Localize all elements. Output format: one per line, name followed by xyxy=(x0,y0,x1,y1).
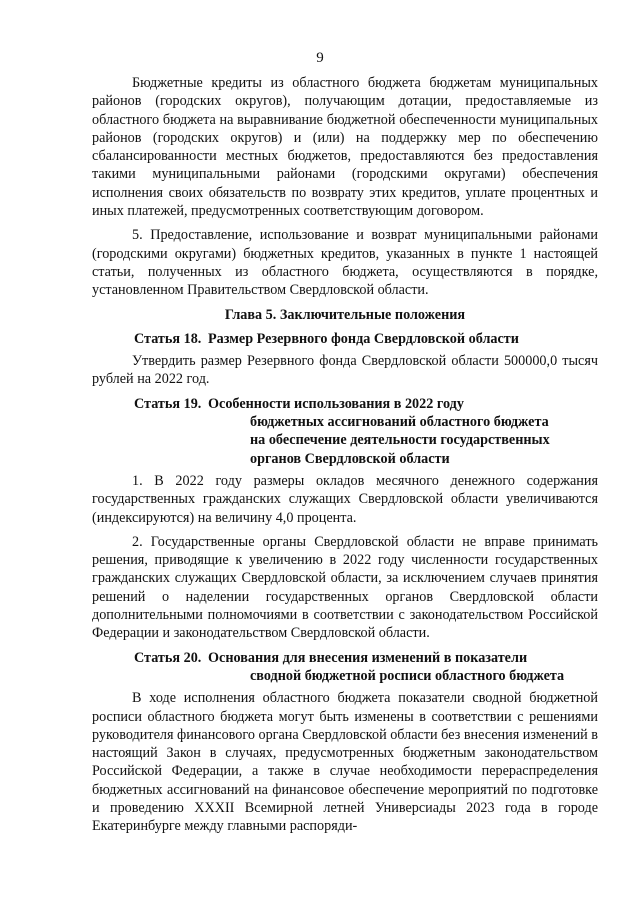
paragraph-item-2-staffing: 2. Государственные органы Свердловской области не вправе принимать решения, приводящие к увеличению в 2022 году численности государственных гражданских служащих Свердловской области, за исключением случаев принятия решений о наделении государственных органов Свердловской области дополнительными полномочиями в соответствии с законодательством Российской Федерации и законодательством Свердловской области. xyxy=(92,533,598,642)
article-20-title-line: сводной бюджетной росписи областного бюджета xyxy=(250,667,565,684)
page-number: 9 xyxy=(316,50,324,66)
chapter-heading: Глава 5. Заключительные положения xyxy=(224,306,466,323)
paragraph-item-1-salaries: 1. В 2022 году размеры окладов месячного денежного содержания государственных гражданских служащих Свердловской области увеличиваются (индексируются) на величину 4,0 процента. xyxy=(92,472,598,526)
paragraph-budget-credits: Бюджетные кредиты из областного бюджета бюджетам муниципальных районов (городских округов), получающим дотации, предоставляемые из областного бюджета на выравнивание бюджетной обеспеченности муниципальных районов (городских округов) и (или) на поддержку мер по обеспечению сбалансированности местных бюджетов, предоставляются без предоставления такими муниципальными районами (городскими округами) обеспечения исполнения своих обязательств по возврату этих кредитов, уплате процентных и иных платежей, предусмотренных соответствующим договором. xyxy=(92,75,598,220)
article-20-label: Статья 20. xyxy=(134,649,202,666)
article-19-title-line: органов Свердловской области xyxy=(250,450,450,467)
paragraph-budget-changes: В ходе исполнения областного бюджета показатели сводной бюджетной росписи областного бюджета могут быть изменены в соответствии с решениями руководителя финансового органа Свердловской области без внесения изменений в настоящий Закон в случаях, предусмотренных бюджетным законодательством Российской Федерации, а также в случае необходимости перераспределения бюджетных ассигнований на финансовое обеспечение мероприятий по подготовке и проведению XXXII Всемирной летней Универсиады 2023 года в городе Екатеринбурге между главными распоряди- xyxy=(92,690,598,835)
article-19-heading xyxy=(92,395,598,468)
article-20-title-line: Основания для внесения изменений в показатели xyxy=(208,649,528,666)
article-19-title-line: на обеспечение деятельности государственных xyxy=(250,432,550,449)
article-19-title-line: бюджетных ассигнований областного бюджета xyxy=(250,414,549,431)
article-20-heading xyxy=(92,649,598,686)
article-19-title-line: Особенности использования в 2022 году xyxy=(208,395,464,412)
article-18-title: Размер Резервного фонда Свердловской области xyxy=(208,330,519,347)
document-body xyxy=(92,74,598,836)
paragraph-item-5: 5. Предоставление, использование и возврат муниципальными районами (городскими округами) бюджетных кредитов, указанных в пункте 1 настоящей статьи, полученных из областного бюджета, осуществляются в порядке, установленном Правительством Свердловской области. xyxy=(92,227,598,299)
article-18-label: Статья 18. xyxy=(134,330,202,347)
article-18-heading xyxy=(92,330,598,348)
article-19-label: Статья 19. xyxy=(134,395,202,412)
paragraph-reserve-fund: Утвердить размер Резервного фонда Свердловской области 500000,0 тысяч рублей на 2022 год. xyxy=(92,353,598,388)
